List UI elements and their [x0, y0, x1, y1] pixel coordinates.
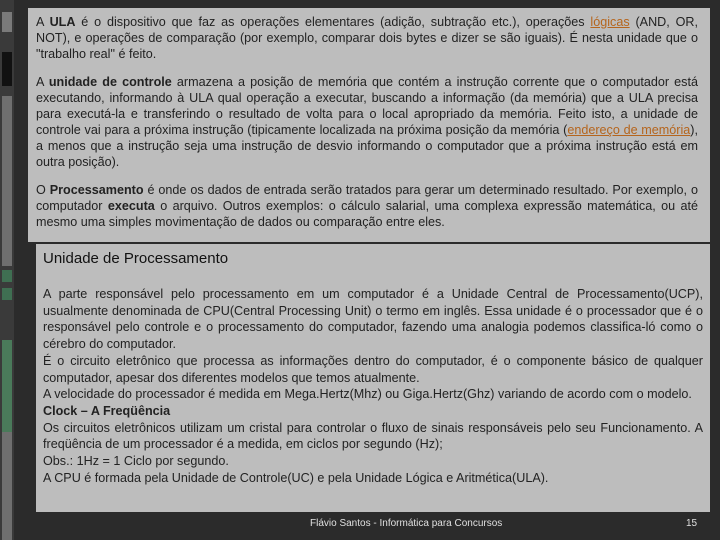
text: ), a menos que a instrução seja uma instrução de desvio informando o computador que a próxima instrução está em outra posição). — [36, 123, 698, 169]
text: A — [36, 75, 49, 89]
accent-block — [2, 340, 12, 432]
accent-block — [2, 96, 12, 266]
section-body — [43, 286, 703, 486]
bold-term: Clock – A Freqüência — [43, 403, 171, 418]
link-logicas[interactable]: lógicas — [590, 15, 630, 29]
bold-term: unidade de controle — [48, 75, 172, 89]
body-line: A CPU é formada pela Unidade de Controle(UC) e pela Unidade Lógica e Aritmética(ULA). — [43, 470, 549, 485]
top-text-panel — [28, 8, 710, 242]
paragraph-unidade-controle — [36, 74, 698, 170]
left-decorative-bar — [0, 0, 14, 540]
section-title: Unidade de Processamento — [43, 250, 229, 267]
text: O — [36, 183, 50, 197]
text: é onde os dados de entrada serão tratados para gerar um determinado resultado. Por exemplo, o computador — [36, 183, 698, 213]
body-line: A parte responsável pelo processamento em um computador é a Unidade Central de Processamento(UCP), usualmente denominada de CPU(Central Processing Unit) o termo em inglês. Essa unidade é o processador que é o responsável pelo controle e o processamento do computador, fazendo uma analogia podemos classifica-ló como o cérebro do computador. — [43, 287, 703, 352]
body-line: A velocidade do processador é medida em Mega.Hertz(Mhz) ou Giga.Hertz(Ghz) variando de acordo com o modelo. — [43, 387, 692, 402]
text: (AND, OR, NOT), e operações de comparação (por exemplo, comparar dois bytes e dizer se são iguais). É nesta unidade que o "trabalho real" é feito. — [36, 15, 698, 61]
text: o arquivo. Outros exemplos: o cálculo salarial, uma complexa expressão matemática, ou até mesmo uma simples movimentação de dados ou comparação entre eles. — [36, 199, 698, 229]
paragraph-processamento — [36, 182, 698, 230]
bold-term: ULA — [49, 15, 76, 29]
text: armazena a posição de memória que contém a instrução corrente que o computador está executando, informando à ULA qual operação a executar, buscando a informação (da memória) que a ULA precisa para executá-la e transferindo o resultado de volta para o local apropriado da memória. Feito isto, a unidade de controle vai para a próxima instrução (tipicamente localizada na próxima posição da memória ( — [36, 75, 698, 137]
accent-block — [2, 52, 12, 86]
accent-block — [2, 270, 12, 282]
accent-block — [2, 432, 12, 540]
page-number: 15 — [686, 518, 698, 529]
text: é o dispositivo que faz as operações elementares (adição, subtração etc.), operações — [75, 15, 591, 29]
footer-text: Flávio Santos - Informática para Concursos — [310, 518, 503, 529]
bottom-text-panel — [36, 244, 710, 512]
body-heading — [43, 403, 703, 420]
body-line: Os circuitos eletrônicos utilizam um cristal para controlar o fluxo de sinais responsáveis pelo seu Funcionamento. A freqüência de um processador é a medida, em ciclos por segundo (Hz); — [43, 420, 703, 452]
accent-block — [2, 288, 12, 300]
body-line: É o circuito eletrônico que processa as informações dentro do computador, é o componente básico de qualquer computador, apesar dos diferentes modelos que temos atualmente. — [43, 353, 703, 385]
bold-term: executa — [107, 199, 155, 213]
paragraph-ula — [36, 14, 698, 62]
body-line: Obs.: 1Hz = 1 Ciclo por segundo. — [43, 454, 229, 469]
text: A — [36, 15, 50, 29]
bold-term: Processamento — [49, 183, 144, 197]
accent-block — [2, 12, 12, 32]
link-endereco-memoria[interactable]: endereço de memória — [567, 123, 691, 137]
